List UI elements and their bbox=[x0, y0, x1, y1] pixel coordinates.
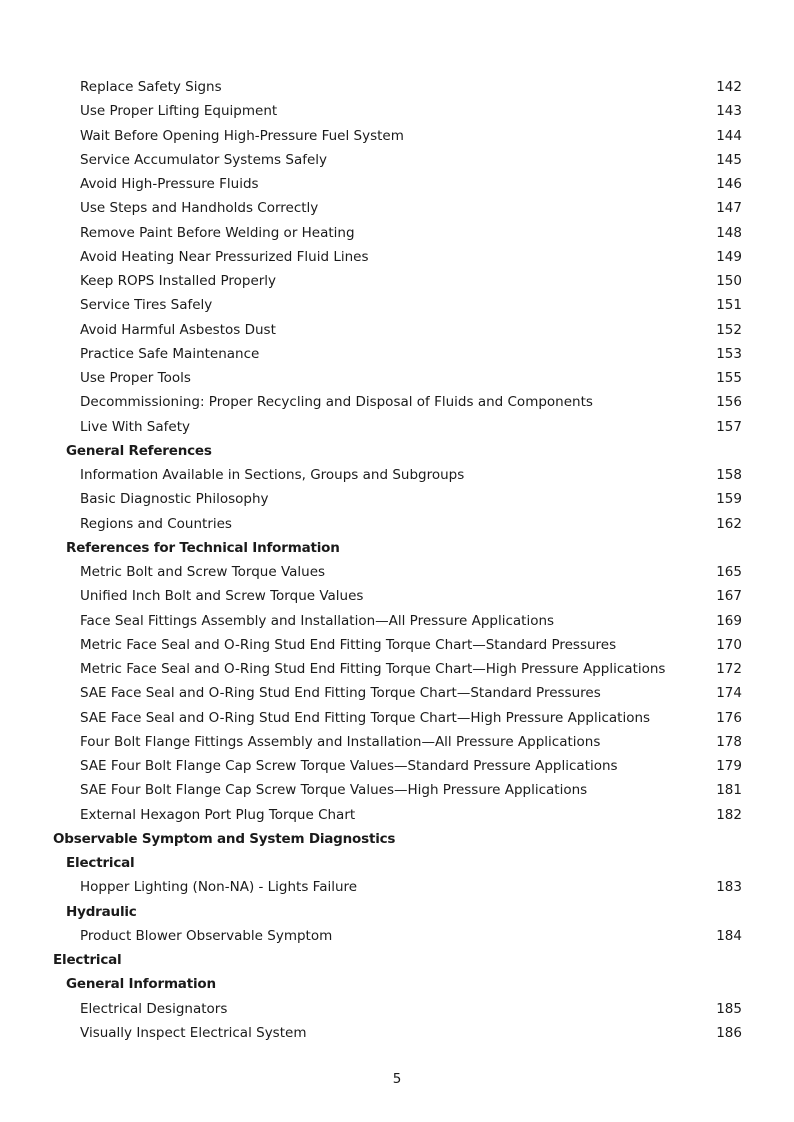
toc-entry-page: 179 bbox=[716, 758, 742, 774]
toc-entry-page: 147 bbox=[716, 200, 742, 217]
toc-subsection-heading[interactable] bbox=[0, 900, 794, 924]
toc-entry-page: 146 bbox=[716, 176, 742, 192]
toc-entry[interactable] bbox=[0, 415, 794, 439]
toc-entry-page: 155 bbox=[716, 370, 742, 386]
toc-entry-page: 156 bbox=[716, 394, 742, 411]
toc-entry[interactable] bbox=[0, 148, 794, 172]
toc-entry-title: Service Tires Safely bbox=[80, 297, 213, 314]
toc-subsection-heading[interactable] bbox=[0, 851, 794, 875]
toc-entry[interactable] bbox=[0, 778, 794, 802]
toc-entry[interactable] bbox=[0, 924, 794, 948]
toc-entry-page: 150 bbox=[716, 273, 742, 289]
toc-entry-title: Visually Inspect Electrical System bbox=[80, 1024, 307, 1041]
toc-entry[interactable] bbox=[0, 221, 794, 245]
toc-entry[interactable] bbox=[0, 196, 794, 220]
toc-entry-title: Metric Bolt and Screw Torque Values bbox=[80, 564, 326, 580]
toc-entry[interactable] bbox=[0, 706, 794, 730]
toc-entry-page: 145 bbox=[716, 151, 742, 168]
toc-entry-page: 149 bbox=[716, 248, 742, 265]
page-number: 5 bbox=[392, 1071, 402, 1087]
toc-entry[interactable] bbox=[0, 99, 794, 123]
toc-entry[interactable] bbox=[0, 875, 794, 899]
toc-entry[interactable] bbox=[0, 754, 794, 778]
toc-entry-title: External Hexagon Port Plug Torque Chart bbox=[80, 806, 356, 823]
toc-entry-page: 144 bbox=[716, 127, 742, 144]
toc-subsection-heading[interactable] bbox=[0, 536, 794, 560]
toc-entry-title: Four Bolt Flange Fittings Assembly and Installation—All Pressure Applications bbox=[80, 733, 601, 750]
toc-entry-title: Observable Symptom and System Diagnostics bbox=[53, 830, 396, 847]
toc-entry[interactable] bbox=[0, 657, 794, 681]
toc-entry-title: Basic Diagnostic Philosophy bbox=[80, 491, 269, 508]
toc-entry[interactable] bbox=[0, 124, 794, 148]
toc-entry-page: 186 bbox=[716, 1024, 742, 1041]
toc-entry[interactable] bbox=[0, 245, 794, 269]
toc-entry-title: Avoid Harmful Asbestos Dust bbox=[80, 321, 276, 338]
toc-entry-title: Keep ROPS Installed Properly bbox=[80, 273, 277, 289]
toc-entry-page: 157 bbox=[716, 418, 742, 435]
toc-entry[interactable] bbox=[0, 560, 794, 584]
toc-entry-title: References for Technical Information bbox=[66, 539, 340, 556]
toc-entry[interactable] bbox=[0, 803, 794, 827]
toc-entry-page: 148 bbox=[716, 224, 742, 241]
toc-entry-title: SAE Four Bolt Flange Cap Screw Torque Values—High Pressure Applications bbox=[80, 782, 588, 799]
toc-entry-page: 158 bbox=[716, 467, 742, 483]
toc-entry[interactable] bbox=[0, 390, 794, 414]
toc-entry-title: General References bbox=[66, 442, 212, 459]
toc-entry-page: 185 bbox=[716, 1000, 742, 1017]
toc-entry[interactable] bbox=[0, 681, 794, 705]
toc-entry-title: Use Proper Lifting Equipment bbox=[80, 103, 278, 120]
toc-entry-page: 142 bbox=[716, 79, 742, 95]
toc-entry[interactable] bbox=[0, 75, 794, 99]
toc-entry-title: Electrical bbox=[53, 952, 122, 968]
toc-entry[interactable] bbox=[0, 366, 794, 390]
toc-subsection-heading[interactable] bbox=[0, 972, 794, 996]
toc-entry-page: 153 bbox=[716, 345, 742, 362]
toc-entry-page: 170 bbox=[716, 636, 742, 653]
toc-entry-title: Electrical bbox=[66, 855, 135, 871]
toc-entry[interactable] bbox=[0, 463, 794, 487]
toc-entry-page: 181 bbox=[716, 782, 742, 799]
toc-section-heading[interactable] bbox=[0, 948, 794, 972]
toc-entry-title: Regions and Countries bbox=[80, 515, 232, 532]
toc-entry-title: Avoid Heating Near Pressurized Fluid Lines bbox=[80, 248, 369, 265]
toc-entry-title: Metric Face Seal and O-Ring Stud End Fitting Torque Chart—Standard Pressures bbox=[80, 636, 617, 653]
toc-entry-title: Hopper Lighting (Non-NA) - Lights Failure bbox=[80, 879, 358, 896]
toc-entry[interactable] bbox=[0, 584, 794, 608]
toc-entry-page: 182 bbox=[716, 806, 742, 823]
toc-entry-page: 176 bbox=[716, 709, 742, 726]
toc-entry-page: 159 bbox=[716, 491, 742, 508]
toc-entry-title: Use Proper Tools bbox=[80, 370, 191, 386]
toc-entry-title: Metric Face Seal and O-Ring Stud End Fitting Torque Chart—High Pressure Applications bbox=[80, 661, 666, 677]
toc-entry-title: Avoid High-Pressure Fluids bbox=[80, 176, 259, 192]
toc-entry[interactable] bbox=[0, 997, 794, 1021]
toc-entry-title: Use Steps and Handholds Correctly bbox=[80, 200, 319, 217]
toc-entry-page: 165 bbox=[716, 564, 742, 580]
toc-entry[interactable] bbox=[0, 318, 794, 342]
toc-entry[interactable] bbox=[0, 633, 794, 657]
toc-entry[interactable] bbox=[0, 269, 794, 293]
toc-entry-title: SAE Face Seal and O-Ring Stud End Fitting Torque Chart—High Pressure Applications bbox=[80, 709, 651, 726]
toc-subsection-heading[interactable] bbox=[0, 439, 794, 463]
toc-entry-title: SAE Face Seal and O-Ring Stud End Fitting Torque Chart—Standard Pressures bbox=[80, 685, 601, 702]
toc-entry[interactable] bbox=[0, 512, 794, 536]
toc-entry[interactable] bbox=[0, 487, 794, 511]
toc-entry[interactable] bbox=[0, 342, 794, 366]
toc-entry[interactable] bbox=[0, 1021, 794, 1045]
toc-entry-title: Information Available in Sections, Groups and Subgroups bbox=[80, 467, 465, 483]
toc-entry-title: Electrical Designators bbox=[80, 1000, 228, 1017]
toc-entry-title: Practice Safe Maintenance bbox=[80, 345, 260, 362]
toc-entry-page: 169 bbox=[716, 612, 742, 629]
toc-entry-page: 184 bbox=[716, 927, 742, 944]
toc-entry-title: Decommissioning: Proper Recycling and Disposal of Fluids and Components bbox=[80, 394, 593, 411]
toc-entry-title: Wait Before Opening High-Pressure Fuel System bbox=[80, 127, 404, 144]
table-of-contents bbox=[0, 75, 794, 1045]
toc-entry-page: 174 bbox=[716, 685, 742, 702]
toc-entry-title: Product Blower Observable Symptom bbox=[80, 927, 333, 944]
toc-entry-title: Remove Paint Before Welding or Heating bbox=[80, 224, 355, 241]
toc-entry-page: 143 bbox=[716, 103, 742, 120]
toc-entry-title: SAE Four Bolt Flange Cap Screw Torque Values—Standard Pressure Applications bbox=[80, 758, 618, 774]
toc-entry-page: 162 bbox=[716, 515, 742, 532]
toc-entry-title: General Information bbox=[66, 976, 216, 993]
toc-entry-title: Hydraulic bbox=[66, 903, 137, 920]
toc-entry-page: 183 bbox=[716, 879, 742, 896]
toc-section-heading[interactable] bbox=[0, 827, 794, 851]
toc-entry-title: Replace Safety Signs bbox=[80, 79, 222, 95]
toc-entry-title: Face Seal Fittings Assembly and Installation—All Pressure Applications bbox=[80, 612, 555, 629]
toc-entry-page: 167 bbox=[716, 588, 742, 605]
toc-entry[interactable] bbox=[0, 730, 794, 754]
toc-entry-title: Live With Safety bbox=[80, 418, 190, 435]
toc-entry-title: Service Accumulator Systems Safely bbox=[80, 151, 328, 168]
toc-entry-page: 172 bbox=[716, 661, 742, 677]
toc-entry[interactable] bbox=[0, 172, 794, 196]
toc-entry-page: 151 bbox=[716, 297, 742, 314]
toc-entry[interactable] bbox=[0, 293, 794, 317]
toc-entry-page: 152 bbox=[716, 321, 742, 338]
toc-entry-page: 178 bbox=[716, 733, 742, 750]
toc-entry[interactable] bbox=[0, 609, 794, 633]
toc-entry-title: Unified Inch Bolt and Screw Torque Values bbox=[80, 588, 364, 605]
